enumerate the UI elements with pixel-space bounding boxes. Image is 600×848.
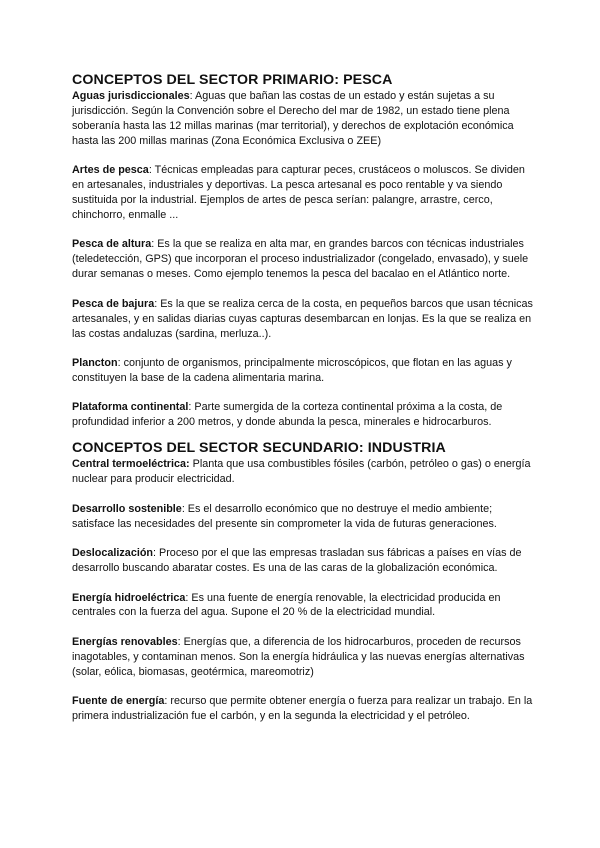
entry-definition: Parte sumergida de la corteza continental próxima a la costa, de profundidad inferior a 200 metros, y donde abunda la pesca, minerales e hidrocarburos.	[72, 401, 503, 429]
entry-desarrollo-sostenible	[72, 502, 534, 532]
entry-definition: recurso que permite obtener energía o fuerza para realizar un trabajo. En la primera industrialización fue el carbón, y en la segunda la electricidad y el petróleo.	[72, 695, 533, 723]
entry-term: Pesca de altura	[72, 238, 152, 251]
entry-definition: Es la que se realiza cerca de la costa, en pequeños barcos que usan técnicas artesanales, y en salidas diarias cuyas capturas desembarcan en lonjas. Es la que se realiza en las costas andaluzas (sardina, merluza..).	[72, 297, 533, 340]
entry-definition: conjunto de organismos, principalmente microscópicos, que flotan en las aguas y constituyen la base de la cadena alimentaria marina.	[72, 357, 512, 384]
entry-definition: Proceso por el que las empresas trasladan sus fábricas a países en vías de desarrollo buscando abaratar costes. Es una de las caras de la globalización económica.	[72, 547, 522, 574]
section-title-primario: CONCEPTOS DEL SECTOR PRIMARIO: PESCA	[72, 72, 393, 88]
entry-separator: :	[154, 297, 158, 310]
entry-separator: :	[177, 635, 181, 648]
entry-term: Desarrollo sostenible	[72, 502, 182, 515]
entry-term: Energía hidroeléctrica	[72, 591, 186, 604]
entry-term: Pesca de bajura	[72, 297, 155, 310]
entry-separator: :	[153, 547, 157, 560]
entry-energias-renovables	[72, 635, 534, 680]
entry-fuente-de-energia	[72, 694, 534, 724]
entry-term: Deslocalización	[72, 547, 154, 560]
entry-separator: :	[188, 401, 192, 414]
entry-central-termoelectrica	[72, 457, 534, 487]
entry-deslocalizacion	[72, 546, 534, 576]
entry-term: Fuente de energía	[72, 695, 165, 708]
entry-definition: Planta que usa combustibles fósiles (carbón, petróleo o gas) o energía nuclear para producir electricidad.	[72, 458, 531, 486]
entry-separator: :	[148, 164, 152, 177]
entry-term: Plancton	[72, 357, 118, 370]
entry-aguas-jurisdiccionales	[72, 89, 534, 149]
entry-definition: Técnicas empleadas para capturar peces, crustáceos o moluscos. Se dividen en artesanales, industriales y deportivas. La pesca artesanal es poco rentable y va siendo sustituida por la industrial. Ejemplos de artes de pesca serían: palangre, arrastre, cerco, chinchorro, enmalle ...	[72, 164, 525, 221]
document-page	[72, 72, 534, 724]
entry-term: Plataforma continental	[72, 401, 189, 414]
entry-separator: :	[164, 695, 168, 708]
entry-separator: :	[117, 357, 121, 370]
section-title-secundario: CONCEPTOS DEL SECTOR SECUNDARIO: INDUSTRIA	[72, 440, 446, 457]
entry-definition: Es la que se realiza en alta mar, en grandes barcos con técnicas industriales (teledetección, GPS) que incorporan el proceso industrializador (congelado, envasado), y suele durar semanas o meses. Como ejemplo tenemos la pesca del bacalao en el Atlántico norte.	[72, 238, 529, 281]
entry-definition: Es una fuente de energía renovable, la electricidad producida en centrales con la fuerza del agua. Supone el 20 % de la electricidad mundial.	[72, 591, 501, 619]
entry-plancton	[72, 356, 534, 386]
entry-term: Aguas jurisdiccionales	[72, 90, 190, 102]
entry-separator: :	[181, 502, 185, 515]
entry-definition: Energías que, a diferencia de los hidrocarburos, proceden de recursos inagotables, y contaminan menos. Son la energía hidráulica y las nuevas energías alternativas (solar, eólica, biomasas, geotérmica, mareomotriz)	[72, 635, 525, 678]
entry-term: Central termoeléctrica:	[72, 458, 190, 471]
entry-definition: Aguas que bañan las costas de un estado y están sujetas a su jurisdicción. Según la Convención sobre el Derecho del mar de 1982, un estado tiene plena soberanía hasta las 12 millas marinas (mar territorial), y derechos de explotación económica hasta las 200 millas marinas (Zona Económica Exclusiva o ZEE)	[72, 90, 514, 147]
entry-separator: :	[151, 238, 155, 251]
entry-pesca-de-bajura	[72, 297, 534, 342]
entry-term: Energías renovables	[72, 635, 178, 648]
entry-artes-de-pesca	[72, 163, 534, 223]
entry-term: Artes de pesca	[72, 164, 149, 177]
entry-separator: :	[185, 591, 189, 604]
entry-energia-hidroelectrica	[72, 591, 534, 621]
entry-separator: :	[189, 90, 193, 102]
entry-definition: Es el desarrollo económico que no destruye el medio ambiente; satisface las necesidades del presente sin comprometer la vida de futuras generaciones.	[72, 502, 497, 530]
entry-pesca-de-altura	[72, 237, 534, 282]
entry-plataforma-continental	[72, 400, 534, 430]
